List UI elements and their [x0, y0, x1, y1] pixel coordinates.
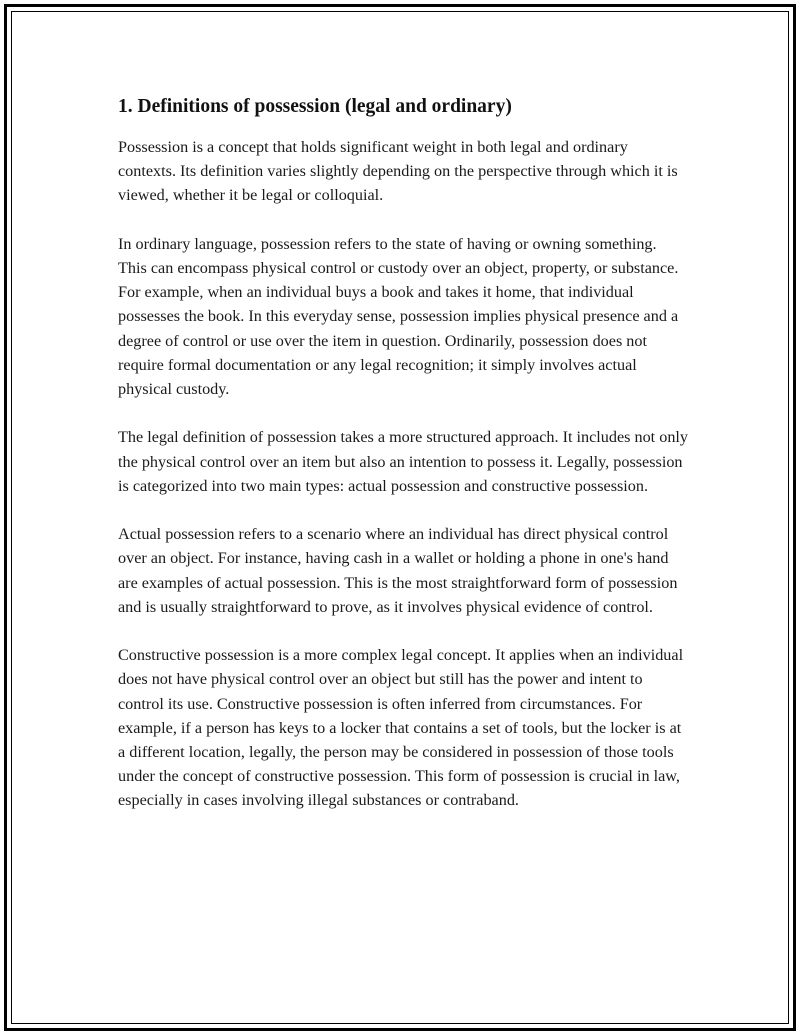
paragraph-actual-possession: Actual possession refers to a scenario where an individual has direct physical control over an object. For instance, having cash in a wallet or holding a phone in one's hand are examples of actual possession. This is the most straightforward form of possession and is usually straightforward to prove, as it involves physical evidence of control. — [118, 525, 678, 616]
paragraph-legal-definition: The legal definition of possession takes a more structured approach. It includes not only the physical control over an item but also an intention to possess it. Legally, possession is categorized into two main types: actual possession and constructive possession. — [118, 428, 689, 495]
paragraph-constructive-possession: Constructive possession is a more complex legal concept. It applies when an individual does not have physical control over an object but still has the power and intent to control its use. Constructive possession is often inferred from circumstances. For example, if a person has keys to a locker that contains a set of tools, but the locker is at a different location, legally, the person may be considered in possession of those tools under the concept of constructive possession. This form of possession is crucial in law, especially in cases involving illegal substances or contraband. — [118, 646, 684, 810]
section-heading: 1. Definitions of possession (legal and ordinary) — [118, 96, 512, 117]
paragraph-ordinary-definition: In ordinary language, possession refers to the state of having or owning something. This can encompass physical control or custody over an object, property, or substance. For example, when an individual buys a book and takes it home, that individual possesses the book. In this everyday sense, possession implies physical presence and a degree of control or use over the item in question. Ordinarily, possession does not require formal documentation or any legal recognition; it simply involves actual physical custody. — [118, 234, 679, 399]
document-body — [118, 94, 688, 837]
paragraph-intro: Possession is a concept that holds significant weight in both legal and ordinary contexts. Its definition varies slightly depending on the perspective through which it is viewed, whether it be legal or colloquial. — [118, 138, 678, 205]
